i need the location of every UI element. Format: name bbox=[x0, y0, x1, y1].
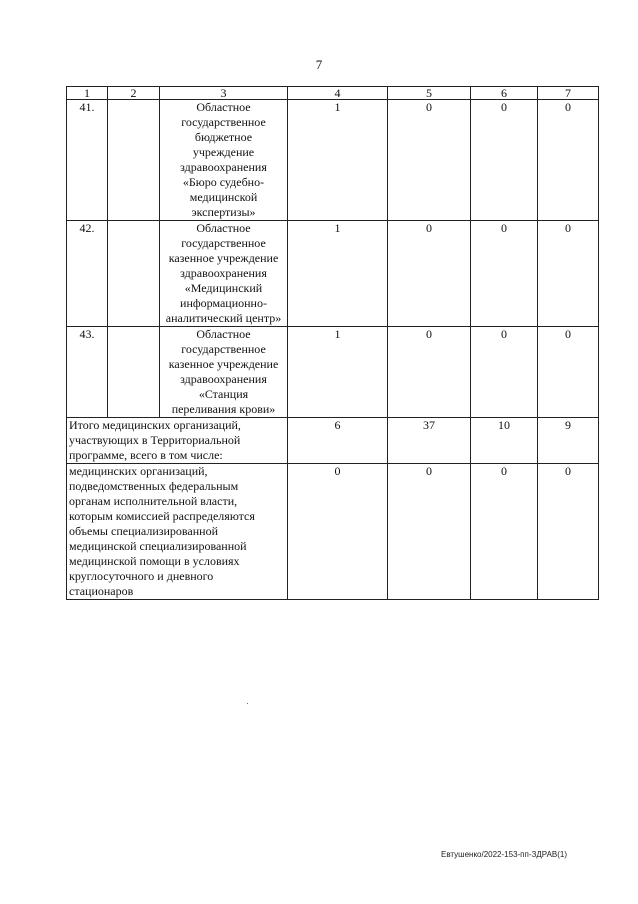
label-line: участвующих в Территориальной bbox=[69, 433, 241, 447]
organization-name bbox=[160, 100, 288, 221]
name-line: здравоохранения bbox=[180, 160, 267, 174]
table-row bbox=[67, 221, 599, 327]
name-line: экспертизы» bbox=[191, 205, 256, 219]
label-line: программе, всего в том числе: bbox=[69, 448, 223, 462]
value-col6: 0 bbox=[471, 327, 538, 418]
federal-label bbox=[67, 464, 288, 600]
header-cell-6: 6 bbox=[471, 87, 538, 100]
header-row bbox=[67, 87, 599, 100]
name-line: Областное bbox=[196, 221, 251, 235]
name-line: переливания крови» bbox=[171, 402, 276, 416]
header-cell-3: 3 bbox=[160, 87, 288, 100]
organizations-table bbox=[66, 86, 599, 600]
value-col7: 0 bbox=[538, 221, 599, 327]
value-col4: 1 bbox=[288, 327, 388, 418]
name-line: «Бюро судебно- bbox=[182, 175, 265, 189]
organization-name bbox=[160, 327, 288, 418]
value-col4: 1 bbox=[288, 100, 388, 221]
label-line: медицинской специализированной bbox=[69, 539, 247, 553]
federal-row bbox=[67, 464, 599, 600]
row-number: 43. bbox=[67, 327, 108, 418]
name-line: Областное bbox=[196, 100, 251, 114]
row-col2 bbox=[108, 327, 160, 418]
table-row bbox=[67, 100, 599, 221]
label-line: объемы специализированной bbox=[69, 524, 219, 538]
label-line: круглосуточного и дневного bbox=[69, 569, 214, 583]
value-col7: 0 bbox=[538, 327, 599, 418]
label-line: которым комиссией распределяются bbox=[69, 509, 255, 523]
value-col5: 0 bbox=[388, 221, 471, 327]
name-line: казенное учреждение bbox=[168, 357, 279, 371]
name-line: учреждение bbox=[192, 145, 255, 159]
total-col6: 10 bbox=[471, 418, 538, 464]
federal-col7: 0 bbox=[538, 464, 599, 600]
value-col6: 0 bbox=[471, 221, 538, 327]
stray-dot bbox=[247, 703, 248, 704]
label-line: стационаров bbox=[69, 584, 134, 598]
header-cell-7: 7 bbox=[538, 87, 599, 100]
name-line: бюджетное bbox=[194, 130, 253, 144]
header-cell-2: 2 bbox=[108, 87, 160, 100]
page-number: 7 bbox=[315, 57, 323, 72]
organization-name bbox=[160, 221, 288, 327]
label-line: подведомственных федеральным bbox=[69, 479, 239, 493]
header-cell-1: 1 bbox=[67, 87, 108, 100]
row-number: 41. bbox=[67, 100, 108, 221]
name-line: здравоохранения bbox=[180, 266, 267, 280]
value-col4: 1 bbox=[288, 221, 388, 327]
value-col7: 0 bbox=[538, 100, 599, 221]
total-col4: 6 bbox=[288, 418, 388, 464]
label-line: Итого медицинских организаций, bbox=[69, 418, 241, 432]
total-row bbox=[67, 418, 599, 464]
name-line: аналитический центр» bbox=[165, 311, 282, 325]
row-number: 42. bbox=[67, 221, 108, 327]
federal-col5: 0 bbox=[388, 464, 471, 600]
name-line: казенное учреждение bbox=[168, 251, 279, 265]
value-col5: 0 bbox=[388, 327, 471, 418]
total-col7: 9 bbox=[538, 418, 599, 464]
row-col2 bbox=[108, 221, 160, 327]
name-line: государственное bbox=[181, 342, 266, 356]
name-line: Областное bbox=[196, 327, 251, 341]
name-line: «Станция bbox=[198, 387, 249, 401]
label-line: медицинских организаций, bbox=[69, 464, 208, 478]
total-col5: 37 bbox=[388, 418, 471, 464]
name-line: медицинской bbox=[189, 190, 258, 204]
federal-col4: 0 bbox=[288, 464, 388, 600]
name-line: информационно- bbox=[180, 296, 267, 310]
total-label bbox=[67, 418, 288, 464]
document-footer: Евтушенко/2022-153-пп-ЗДРАВ(1) bbox=[441, 850, 568, 859]
name-line: государственное bbox=[181, 236, 266, 250]
label-line: медицинской помощи в условиях bbox=[69, 554, 240, 568]
header-cell-4: 4 bbox=[288, 87, 388, 100]
value-col6: 0 bbox=[471, 100, 538, 221]
value-col5: 0 bbox=[388, 100, 471, 221]
row-col2 bbox=[108, 100, 160, 221]
name-line: здравоохранения bbox=[180, 372, 267, 386]
header-cell-5: 5 bbox=[388, 87, 471, 100]
name-line: государственное bbox=[181, 115, 266, 129]
name-line: «Медицинский bbox=[184, 281, 263, 295]
federal-col6: 0 bbox=[471, 464, 538, 600]
table-row bbox=[67, 327, 599, 418]
label-line: органам исполнительной власти, bbox=[69, 494, 238, 508]
